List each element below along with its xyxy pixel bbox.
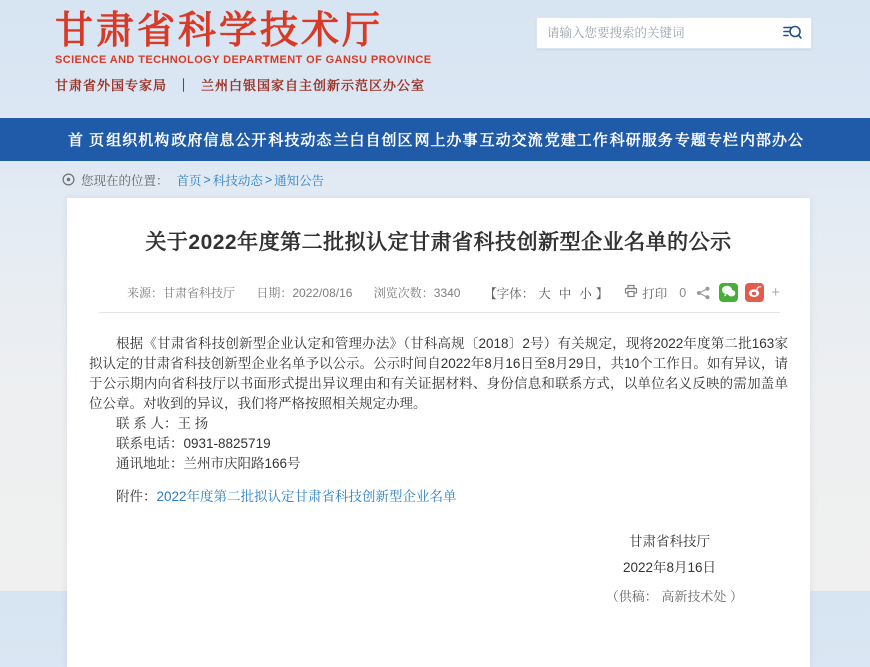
share-icon[interactable] (696, 286, 711, 300)
print-button[interactable] (624, 284, 667, 302)
weibo-share-button[interactable] (745, 283, 764, 302)
breadcrumb-label: 您现在的位置： (81, 173, 169, 188)
wechat-share-button[interactable] (719, 283, 738, 302)
nav-item-home[interactable]: 首 页 (68, 132, 106, 149)
share-count: 0 (679, 285, 687, 300)
article-meta-left (127, 284, 478, 301)
nav-item-internal-office[interactable]: 内部办公 (739, 132, 804, 149)
article-byline: （供稿： 高新技术处 ） (605, 589, 743, 604)
org-right-label: 兰州白银国家自主创新示范区办公室 (201, 78, 426, 93)
nav-item-organization[interactable]: 组织机构 (106, 132, 171, 149)
search-button[interactable] (773, 18, 811, 48)
article-source: 来源：甘肃省科技厅 (127, 286, 236, 300)
search-box (536, 17, 812, 49)
font-size-medium-button[interactable]: 中 (558, 286, 572, 301)
weibo-icon (748, 285, 762, 301)
contact-person-line: 联 系 人：王 扬 (116, 416, 209, 431)
nav-item-gov-info-disclosure[interactable]: 政府信息公开 (171, 132, 268, 149)
nav-item-scitech-news[interactable]: 科技动态 (268, 132, 333, 149)
main-nav (0, 118, 870, 161)
attachment-link[interactable]: 2022年度第二批拟认定甘肃省科技创新型企业名单 (156, 489, 457, 504)
nav-item-interaction[interactable]: 互动交流 (479, 132, 544, 149)
article-meta-row (99, 283, 780, 313)
article-card (67, 198, 810, 667)
org-left-label: 甘肃省外国专家局 (55, 78, 168, 93)
breadcrumb-separator: > (203, 172, 211, 187)
breadcrumb-link-home[interactable]: 首页 (176, 173, 202, 188)
wechat-icon (721, 285, 736, 301)
article-toolbar (484, 283, 780, 302)
nav-item-party-building[interactable]: 党建工作 (544, 132, 609, 149)
nav-item-lanbai-zone[interactable]: 兰白自创区 (333, 132, 414, 149)
font-size-small-button[interactable]: 小 (579, 286, 592, 301)
nav-item-special-columns[interactable]: 专题专栏 (674, 132, 739, 149)
site-orgs (55, 75, 870, 94)
search-icon (782, 22, 802, 45)
contact-address-line: 通讯地址：兰州市庆阳路166号 (116, 456, 301, 471)
article-body (67, 313, 810, 607)
location-icon (62, 173, 75, 186)
more-share-button[interactable]: + (771, 284, 780, 301)
breadcrumb-link-scitech-news[interactable]: 科技动态 (212, 173, 263, 188)
contact-phone-line: 联系电话：0931-8825719 (116, 436, 271, 451)
attachment-label: 附件： (116, 489, 157, 504)
org-separator: ｜ (177, 78, 192, 93)
printer-icon (624, 284, 638, 301)
article-views: 浏览次数：3340 (373, 286, 461, 300)
breadcrumb-separator: > (264, 172, 273, 187)
breadcrumb (0, 161, 870, 198)
article-date: 日期：2022/08/16 (256, 286, 353, 300)
font-size-large-button[interactable]: 大 (538, 286, 551, 301)
site-header (0, 0, 870, 118)
nav-item-online-services[interactable]: 网上办事 (414, 132, 479, 149)
signature-org: 甘肃省科技厅 (628, 534, 710, 549)
site-title[interactable]: 甘肃省科学技术厅 (55, 10, 384, 52)
article-title: 关于2022年度第二批拟认定甘肃省科技创新型企业名单的公示 (145, 231, 732, 254)
print-label: 打印 (642, 286, 668, 301)
site-subtitle-en: SCIENCE AND TECHNOLOGY DEPARTMENT OF GANSU PROVINCE (55, 54, 432, 66)
attachment-row (89, 487, 788, 507)
article-signature (623, 529, 716, 581)
main-nav-items (68, 129, 804, 150)
search-input[interactable] (537, 26, 773, 40)
font-size-prefix: 【字体： (484, 286, 535, 301)
breadcrumb-link-notices[interactable]: 通知公告 (274, 173, 325, 188)
font-size-suffix: 】 (595, 286, 609, 301)
nav-item-research-services[interactable]: 科研服务 (609, 132, 674, 149)
signature-date: 2022年8月16日 (622, 560, 716, 575)
article-paragraph: 根据《甘肃省科技创新型企业认定和管理办法》（甘科高规〔2018〕2号）有关规定，现将2022年度第二批163家拟认定的甘肃省科技创新型企业名单予以公示。公示时间自2022年8月16日至8月29日，共10个工作日。如有异议，请于公示期内向省科技厅以书面形式提出异议理由和有关证据材料、身份信息和联系方式，以单位名义反映的需加盖单位公章。对收到的异议，我们将严格按照相关规定办理。 (89, 336, 788, 411)
